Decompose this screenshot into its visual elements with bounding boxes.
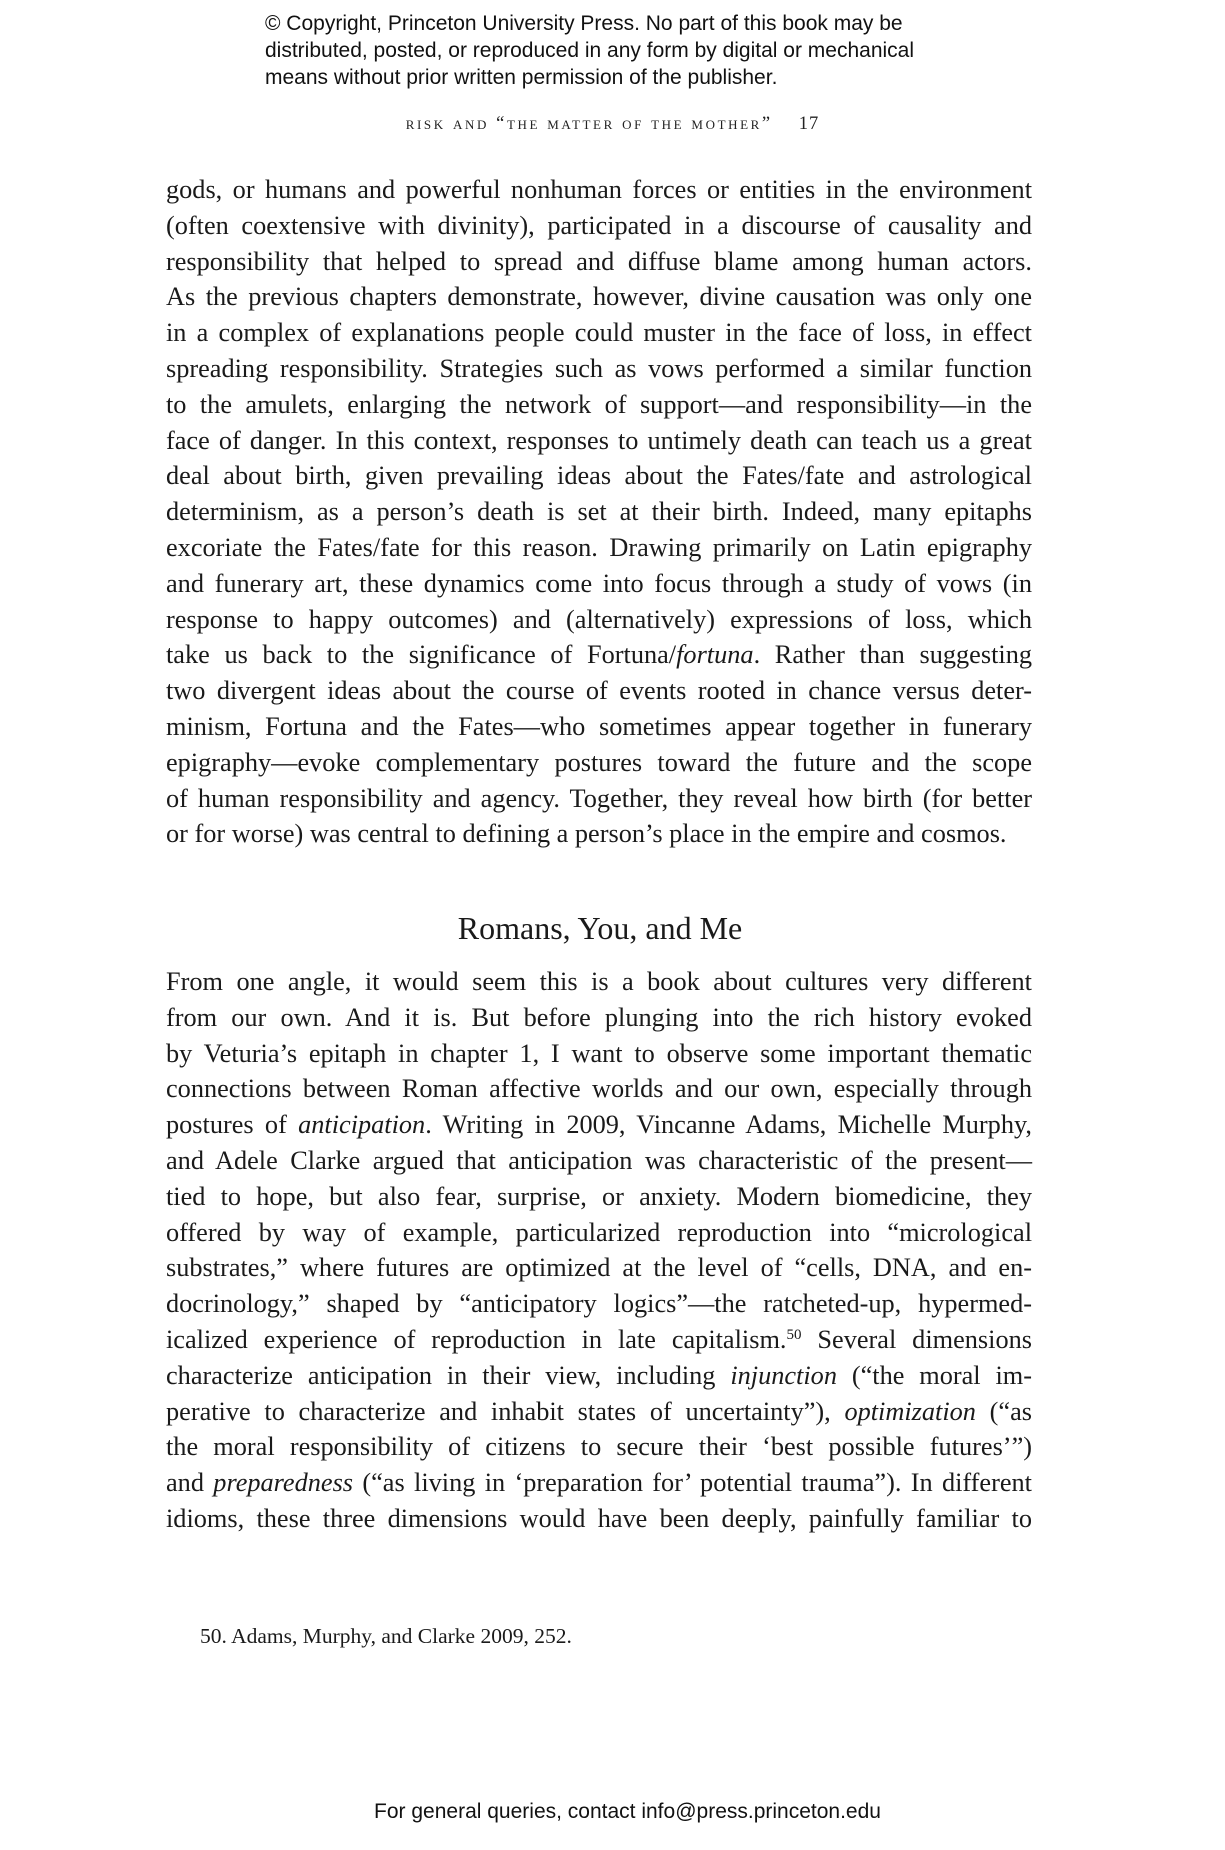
copyright-line: means without prior written permission of the publisher. xyxy=(265,66,778,89)
text-run: Several dimensions xyxy=(801,1324,1032,1354)
footnote-reference[interactable]: 50 xyxy=(786,1326,802,1343)
body-paragraph xyxy=(166,964,1032,1537)
text-line: or for worse) was central to defining a person’s place in the empire and cosmos. xyxy=(166,819,1007,849)
text-line: excoriate the Fates/fate for this reason. Drawing primarily on Latin epigraphy xyxy=(166,532,1032,562)
text-line: gods, or humans and powerful nonhuman forces or entities in the environment xyxy=(166,175,1032,204)
italic-term: anticipation xyxy=(298,1110,426,1140)
text-line: in a complex of explanations people could muster in the face of loss, in effect xyxy=(166,318,1032,348)
italic-term: optimization xyxy=(844,1396,976,1426)
text-line: and Adele Clarke argued that anticipation was characteristic of the present— xyxy=(166,1145,1032,1175)
text-line xyxy=(166,1358,1032,1394)
text-line: determinism, as a person’s death is set at their birth. Indeed, many epitaphs xyxy=(166,497,1032,527)
text-run: take us back to the significance of Fortuna/ xyxy=(166,640,677,670)
text-line: responsibility that helped to spread and diffuse blame among human actors. xyxy=(166,246,1032,276)
text-run: perative to characterize and inhabit states of uncertainty”), xyxy=(166,1396,845,1426)
running-head xyxy=(0,114,1225,135)
text-line: connections between Roman affective worlds and our own, especially through xyxy=(166,1074,1032,1104)
copyright-line: © Copyright, Princeton University Press. No part of this book may be xyxy=(265,12,903,35)
text-line: (often coextensive with divinity), participated in a discourse of causality and xyxy=(166,210,1032,240)
text-line: to the amulets, enlarging the network of support—and responsibility—in the xyxy=(166,389,1032,419)
text-run: postures of xyxy=(166,1110,299,1140)
body-paragraph-continued xyxy=(166,172,1032,852)
footer-contact: For general queries, contact info@press.princeton.edu xyxy=(374,1800,881,1823)
text-line xyxy=(166,1394,1032,1430)
text-line: offered by way of example, particularized reproduction into “micrological xyxy=(166,1217,1032,1247)
text-line: docrinology,” shaped by “anticipatory logics”—the ratcheted-up, hypermed- xyxy=(166,1289,1032,1319)
text-run: (“the moral im- xyxy=(836,1360,1032,1390)
text-line: spreading responsibility. Strategies such as vows performed a similar function xyxy=(166,353,1032,383)
footnote: 50. Adams, Murphy, and Clarke 2009, 252. xyxy=(200,1624,572,1648)
text-line: As the previous chapters demonstrate, however, divine causation was only one xyxy=(166,282,1032,312)
text-line: by Veturia’s epitaph in chapter 1, I want to observe some important thematic xyxy=(166,1038,1032,1068)
section-heading: Romans, You, and Me xyxy=(457,910,743,946)
text-line: substrates,” where futures are optimized at the level of “cells, DNA, and en- xyxy=(166,1253,1032,1283)
running-head-title: risk and “the matter of the mother” xyxy=(405,114,773,134)
text-run: . Writing in 2009, Vincanne Adams, Michelle Murphy, xyxy=(425,1110,1032,1140)
italic-term: preparedness xyxy=(213,1468,354,1498)
page-number: 17 xyxy=(798,114,820,134)
italic-term: injunction xyxy=(730,1360,837,1390)
text-line: two divergent ideas about the course of events rooted in chance versus deter- xyxy=(166,676,1032,706)
text-line xyxy=(166,1107,1032,1143)
text-line: idioms, these three dimensions would have been deeply, painfully familiar to xyxy=(166,1503,1032,1533)
text-line: the moral responsibility of citizens to secure their ‘best possible futures’”) xyxy=(166,1432,1032,1462)
copyright-notice xyxy=(265,10,1025,91)
text-line: of human responsibility and agency. Together, they reveal how birth (for better xyxy=(166,783,1032,813)
text-run: . Rather than suggesting xyxy=(753,640,1032,670)
text-run: (“as xyxy=(975,1396,1033,1426)
text-line: and funerary art, these dynamics come into focus through a study of vows (in xyxy=(166,568,1032,598)
text-line: response to happy outcomes) and (alternatively) expressions of loss, which xyxy=(166,604,1032,634)
text-run: and xyxy=(166,1468,214,1498)
text-line xyxy=(166,1465,1032,1501)
text-line xyxy=(166,637,1032,673)
text-line: tied to hope, but also fear, surprise, or anxiety. Modern biomedicine, they xyxy=(166,1181,1032,1211)
text-line: From one angle, it would seem this is a book about cultures very different xyxy=(166,967,1032,996)
italic-term: fortuna xyxy=(676,640,754,670)
text-run: (“as living in ‘preparation for’ potential trauma”). In different xyxy=(353,1468,1032,1498)
text-line: face of danger. In this context, responses to untimely death can teach us a great xyxy=(166,425,1032,455)
text-run: characterize anticipation in their view, including xyxy=(166,1360,731,1390)
text-line: from our own. And it is. But before plunging into the rich history evoked xyxy=(166,1002,1032,1032)
text-line: deal about birth, given prevailing ideas about the Fates/fate and astrological xyxy=(166,461,1032,491)
copyright-line: distributed, posted, or reproduced in any form by digital or mechanical xyxy=(265,39,915,62)
text-line: epigraphy—evoke complementary postures toward the future and the scope xyxy=(166,747,1032,777)
text-run: icalized experience of reproduction in late capitalism. xyxy=(166,1324,787,1354)
text-line: minism, Fortuna and the Fates—who sometimes appear together in funerary xyxy=(166,711,1032,741)
text-line xyxy=(166,1322,1032,1358)
